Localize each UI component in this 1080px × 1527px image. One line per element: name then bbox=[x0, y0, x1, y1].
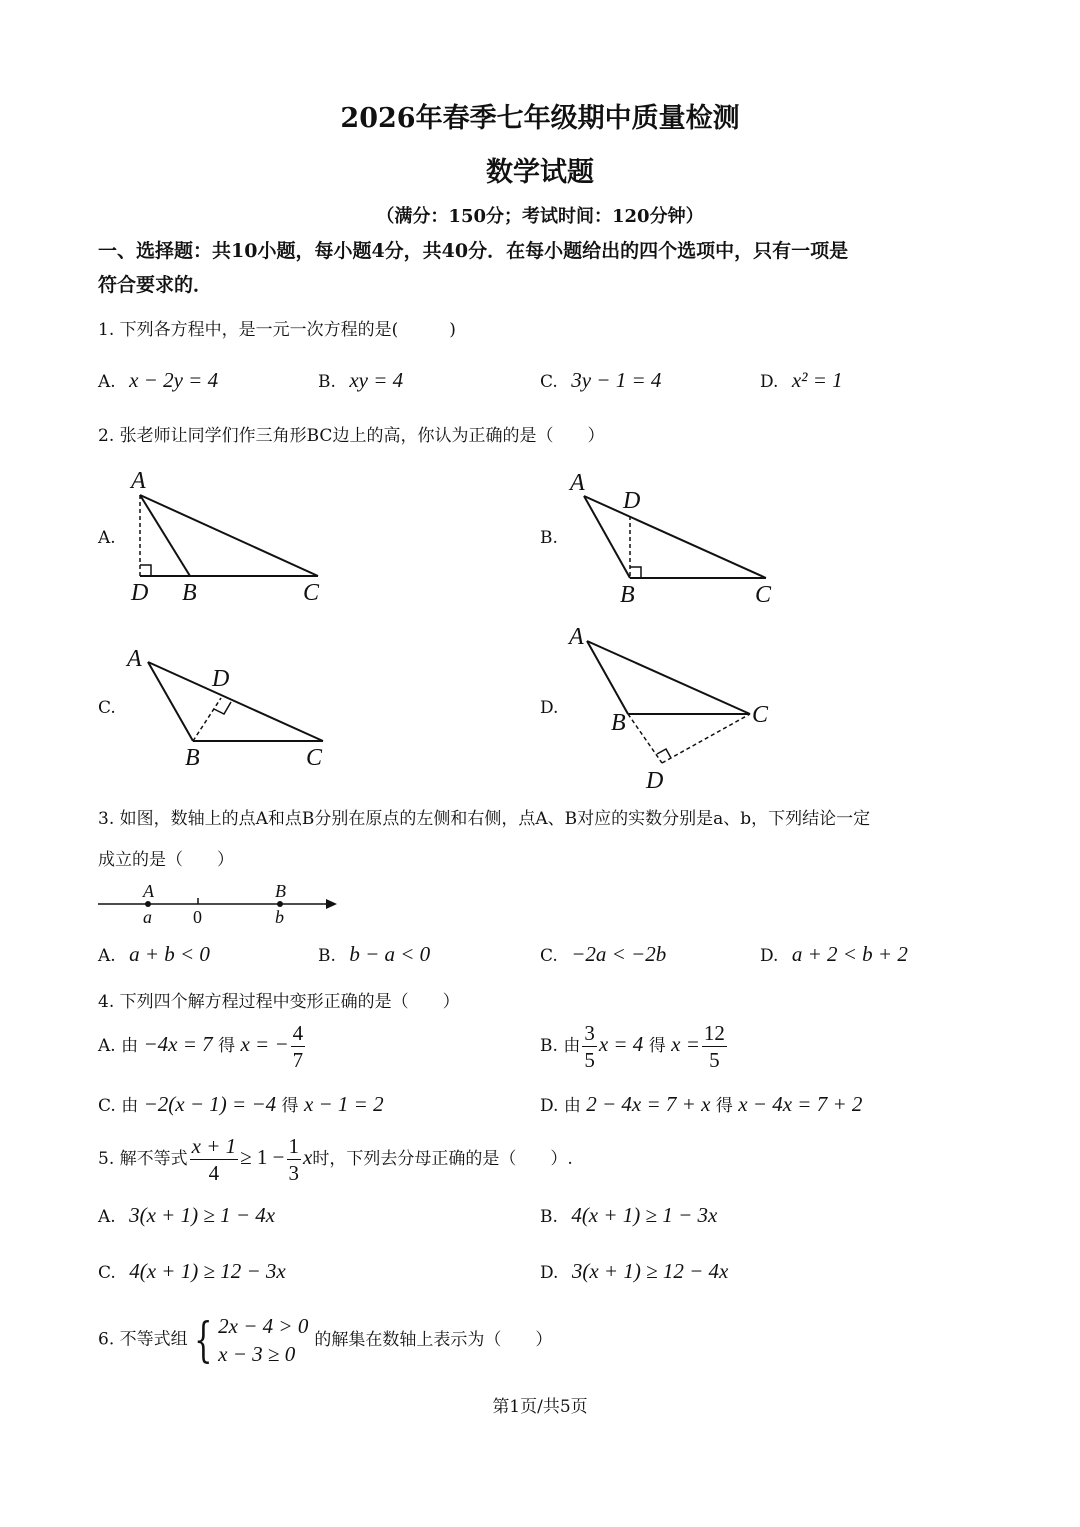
option-expr: 4(x + 1) ≥ 1 − 3x bbox=[571, 1203, 718, 1227]
option-expr: −2a < −2b bbox=[571, 942, 667, 966]
fig-a-point-d: D bbox=[131, 580, 149, 606]
axis-label-b: b bbox=[275, 907, 284, 927]
option-expr: x = 4 bbox=[598, 1032, 644, 1056]
fig-d-point-a: A bbox=[569, 624, 584, 650]
fig-b-point-b: B bbox=[620, 582, 635, 608]
section-heading-line1: 一、选择题：共10小题，每小题4分，共40分．在每小题给出的四个选项中，只有一项是 bbox=[98, 240, 849, 262]
question-1-stem: 1. 下列各方程中，是一元一次方程的是( ) bbox=[98, 320, 456, 340]
axis-label-a: a bbox=[143, 907, 152, 927]
option-expr: 4(x + 1) ≥ 12 − 3x bbox=[129, 1259, 286, 1283]
section-heading-line2: 符合要求的． bbox=[98, 274, 213, 296]
option-label: A. bbox=[98, 946, 116, 966]
triangle-figure-b bbox=[584, 496, 766, 578]
q2-option-c-label: C. bbox=[98, 698, 116, 718]
fraction bbox=[190, 1133, 239, 1186]
page-number: 第1页/共5页 bbox=[492, 1397, 588, 1417]
fraction bbox=[702, 1020, 727, 1073]
option-expr: xy = 4 bbox=[349, 368, 404, 392]
fig-d-point-b: B bbox=[611, 710, 626, 736]
option-label: C. bbox=[540, 372, 558, 392]
stem-text: 5. 解不等式 bbox=[98, 1149, 188, 1169]
q1-option-a bbox=[98, 368, 218, 393]
denominator: 5 bbox=[584, 1048, 595, 1072]
q4-option-c bbox=[98, 1091, 384, 1117]
q4-option-a bbox=[98, 1020, 307, 1073]
q3-option-a bbox=[98, 942, 210, 967]
option-expr: 3y − 1 = 4 bbox=[571, 368, 662, 392]
option-text: 由 bbox=[121, 1096, 139, 1116]
option-expr: x = − bbox=[240, 1032, 289, 1056]
fig-c-point-a: A bbox=[127, 646, 142, 672]
stem-expr: x bbox=[303, 1145, 313, 1169]
q1-option-c bbox=[540, 368, 661, 393]
option-expr: a + b < 0 bbox=[129, 942, 210, 966]
numerator: 4 bbox=[292, 1021, 304, 1045]
option-label: D. bbox=[760, 372, 779, 392]
q2-option-a-label: A. bbox=[98, 528, 116, 548]
fig-a-point-a: A bbox=[131, 468, 146, 494]
q4-option-b bbox=[540, 1020, 729, 1073]
stem-text: 时，下列去分母正确的是（ ）. bbox=[312, 1149, 573, 1169]
fig-a-point-c: C bbox=[303, 580, 320, 606]
option-text: 得 bbox=[648, 1036, 666, 1056]
q2-option-d-label: D. bbox=[540, 698, 559, 718]
fig-c-point-b: B bbox=[185, 745, 200, 771]
denominator: 4 bbox=[208, 1161, 220, 1185]
fig-d-point-c: C bbox=[752, 702, 769, 728]
option-label: B. bbox=[540, 1207, 558, 1227]
option-expr: x − 4x = 7 + 2 bbox=[738, 1092, 863, 1116]
option-expr: x − 2y = 4 bbox=[129, 368, 219, 392]
denominator: 5 bbox=[709, 1048, 720, 1072]
q1-option-d bbox=[760, 368, 843, 393]
question-3-stem-line2: 成立的是（ ） bbox=[98, 850, 234, 870]
axis-label-zero: 0 bbox=[193, 907, 202, 927]
option-label: A. bbox=[98, 372, 116, 392]
q3-option-c bbox=[540, 942, 666, 967]
option-expr: x = bbox=[671, 1032, 700, 1056]
brace-icon: { bbox=[193, 1312, 213, 1368]
q4-option-d bbox=[540, 1091, 862, 1117]
option-expr: −4x = 7 bbox=[143, 1032, 213, 1056]
option-text: 得 bbox=[715, 1096, 733, 1116]
question-6-stem bbox=[98, 1312, 552, 1368]
question-4-stem: 4. 下列四个解方程过程中变形正确的是（ ） bbox=[98, 992, 460, 1012]
triangle-figure-d bbox=[587, 641, 750, 763]
denominator: 3 bbox=[288, 1161, 299, 1185]
axis-point-a: A bbox=[143, 881, 154, 901]
option-expr: 3(x + 1) ≥ 1 − 4x bbox=[129, 1203, 276, 1227]
fraction bbox=[287, 1133, 302, 1186]
numerator: 12 bbox=[703, 1021, 725, 1045]
numerator: 3 bbox=[584, 1021, 595, 1045]
q3-number-line bbox=[98, 898, 337, 909]
stem-text: 的解集在数轴上表示为（ ） bbox=[314, 1329, 553, 1350]
option-label: B. bbox=[540, 1036, 558, 1056]
option-text: 由 bbox=[563, 1096, 581, 1116]
fig-b-point-a: A bbox=[570, 470, 585, 496]
option-text: 由 bbox=[121, 1036, 139, 1056]
option-label: D. bbox=[760, 946, 779, 966]
option-label: B. bbox=[318, 372, 336, 392]
stem-text: 6. 不等式组 bbox=[98, 1329, 188, 1350]
option-label: D. bbox=[540, 1096, 559, 1116]
stem-expr: ≥ 1 − bbox=[240, 1145, 285, 1169]
triangle-figure-c bbox=[148, 662, 323, 741]
option-label: B. bbox=[318, 946, 336, 966]
fraction bbox=[582, 1020, 597, 1073]
fig-c-point-d: D bbox=[212, 666, 230, 692]
q3-option-d bbox=[760, 942, 908, 967]
denominator: 7 bbox=[292, 1048, 304, 1072]
question-3-stem-line1: 3. 如图，数轴上的点A和点B分别在原点的左侧和右侧，点A、B对应的实数分别是a、b，下列结论一定 bbox=[98, 809, 871, 829]
fig-c-point-c: C bbox=[306, 745, 323, 771]
inequality-system bbox=[218, 1312, 308, 1368]
fig-a-point-b: B bbox=[182, 580, 197, 606]
option-expr: x² = 1 bbox=[791, 368, 843, 392]
q3-option-b bbox=[318, 942, 430, 967]
option-expr: x − 1 = 2 bbox=[303, 1092, 384, 1116]
q5-option-c bbox=[98, 1259, 286, 1284]
q1-option-b bbox=[318, 368, 403, 393]
question-5-stem bbox=[98, 1133, 573, 1186]
page-title: 2026年春季七年级期中质量检测 bbox=[340, 103, 740, 134]
axis-point-b: B bbox=[275, 881, 286, 901]
option-label: D. bbox=[540, 1263, 559, 1283]
numerator: x + 1 bbox=[191, 1134, 237, 1158]
option-label: C. bbox=[540, 946, 558, 966]
option-expr: a + 2 < b + 2 bbox=[791, 942, 908, 966]
option-expr: 2 − 4x = 7 + x bbox=[586, 1092, 711, 1116]
option-label: A. bbox=[98, 1207, 116, 1227]
numerator: 1 bbox=[288, 1134, 299, 1158]
fig-d-point-d: D bbox=[646, 768, 664, 794]
question-2-stem: 2. 张老师让同学们作三角形BC边上的高，你认为正确的是（ ） bbox=[98, 426, 605, 446]
option-label: A. bbox=[98, 1036, 116, 1056]
option-label: C. bbox=[98, 1263, 116, 1283]
q2-option-b-label: B. bbox=[540, 528, 558, 548]
triangle-figure-a bbox=[140, 495, 318, 576]
option-expr: 3(x + 1) ≥ 12 − 4x bbox=[571, 1259, 729, 1283]
page-subtitle: 数学试题 bbox=[486, 157, 594, 188]
option-text: 得 bbox=[281, 1096, 299, 1116]
option-expr: b − a < 0 bbox=[349, 942, 431, 966]
option-text: 得 bbox=[218, 1036, 236, 1056]
fig-b-point-d: D bbox=[623, 488, 641, 514]
option-label: C. bbox=[98, 1096, 116, 1116]
inequality-line: x − 3 ≥ 0 bbox=[218, 1342, 296, 1366]
fraction bbox=[291, 1020, 306, 1073]
q5-option-b bbox=[540, 1203, 717, 1228]
fig-b-point-c: C bbox=[755, 582, 772, 608]
option-text: 由 bbox=[563, 1036, 581, 1056]
q5-option-d bbox=[540, 1259, 728, 1284]
option-expr: −2(x − 1) = −4 bbox=[143, 1092, 277, 1116]
q5-option-a bbox=[98, 1203, 275, 1228]
inequality-line: 2x − 4 > 0 bbox=[218, 1314, 309, 1338]
exam-meta: （满分：150分；考试时间：120分钟） bbox=[376, 206, 704, 227]
